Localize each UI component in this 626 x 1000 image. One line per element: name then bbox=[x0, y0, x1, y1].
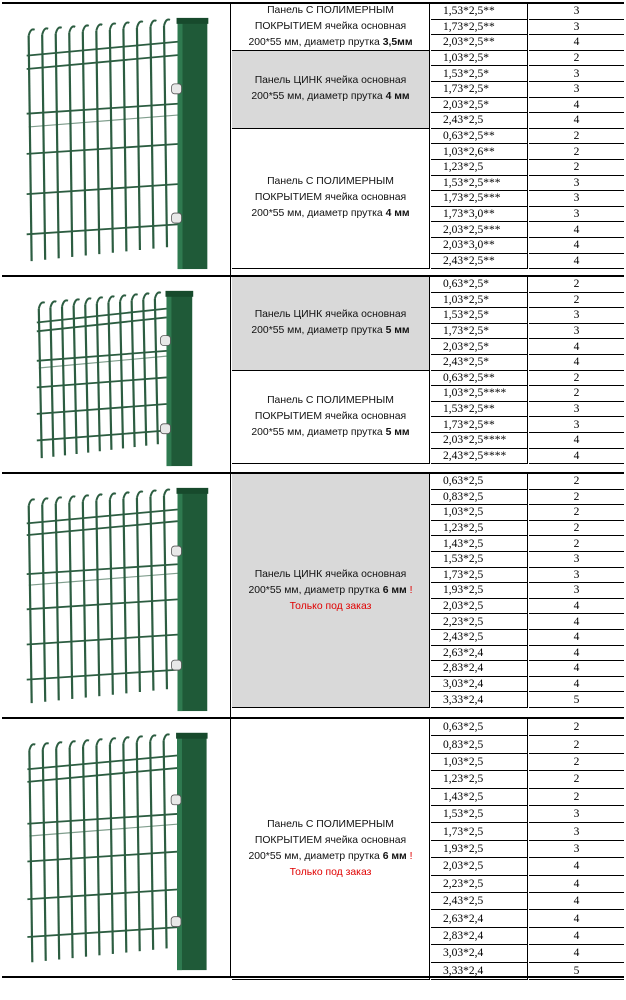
panel-size-cell: 1,53*2,5* bbox=[431, 66, 528, 82]
fence-photo bbox=[2, 474, 231, 717]
wire-diameter: 5 мм bbox=[385, 325, 410, 337]
panel-size-cell: 1,73*2,5 bbox=[431, 823, 528, 840]
panel-quantity-cell: 4 bbox=[529, 599, 624, 615]
panel-quantity-cell: 4 bbox=[529, 945, 624, 962]
panel-description bbox=[251, 73, 409, 105]
panel-description bbox=[251, 393, 409, 441]
fence-panel-illustration-icon bbox=[2, 277, 231, 472]
panel-quantity-cell: 3 bbox=[529, 207, 624, 223]
panel-quantity-cell: 3 bbox=[529, 568, 624, 584]
panel-description-cell bbox=[232, 4, 430, 51]
panel-size-cell: 2,23*2,5 bbox=[431, 614, 528, 630]
wire-diameter: 4 мм bbox=[385, 208, 410, 220]
panel-section bbox=[2, 275, 624, 472]
panel-size-cell: 1,03*2,5**** bbox=[431, 386, 528, 402]
panel-quantity-cell: 2 bbox=[529, 277, 624, 293]
panel-quantity-cell: 3 bbox=[529, 806, 624, 823]
order-only-note: Только под заказ bbox=[289, 867, 372, 878]
panel-size-cell: 2,03*2,5** bbox=[431, 35, 528, 51]
description-line: ПОКРЫТИЕМ ячейка основная bbox=[254, 410, 407, 422]
fence-panel-illustration-icon bbox=[2, 474, 231, 717]
description-line: 200*55 мм, диаметр прутка bbox=[248, 851, 383, 862]
panel-size-cell: 0,63*2,5* bbox=[431, 277, 528, 293]
panel-size-cell: 2,43*2,5 bbox=[431, 893, 528, 910]
panel-description-cell bbox=[232, 129, 430, 269]
panel-size-cell: 1,53*2,5 bbox=[431, 806, 528, 823]
panel-quantity-cell: 2 bbox=[529, 505, 624, 521]
description-line: 200*55 мм, диаметр прутка bbox=[251, 325, 386, 337]
description-line: Панель ЦИНК ячейка основная bbox=[254, 568, 407, 580]
panel-quantity-cell: 3 bbox=[529, 4, 624, 20]
panel-size-cell: 2,03*2,5 bbox=[431, 599, 528, 615]
wire-diameter: 6 мм bbox=[382, 584, 407, 596]
description-line: 200*55 мм, диаметр прутка bbox=[251, 91, 386, 103]
panel-size-cell: 1,03*2,5 bbox=[431, 505, 528, 521]
panel-size-cell: 2,03*2,5 bbox=[431, 858, 528, 875]
panel-quantity-cell: 4 bbox=[529, 928, 624, 945]
panel-size-cell: 1,73*2,5** bbox=[431, 417, 528, 433]
description-line: Панель С ПОЛИМЕРНЫМ bbox=[267, 176, 394, 188]
panel-size-cell: 2,43*2,5** bbox=[431, 254, 528, 270]
panel-size-cell: 2,43*2,5**** bbox=[431, 449, 528, 465]
panel-size-cell: 1,03*2,6** bbox=[431, 144, 528, 160]
panel-quantity-cell: 4 bbox=[529, 238, 624, 254]
panel-quantity-cell: 3 bbox=[529, 417, 624, 433]
panel-size-cell: 1,03*2,5 bbox=[431, 754, 528, 771]
panel-size-cell: 1,23*2,5 bbox=[431, 521, 528, 537]
panel-description-cell bbox=[232, 51, 430, 129]
panel-quantity-cell: 3 bbox=[529, 20, 624, 36]
panel-quantity-cell: 4 bbox=[529, 355, 624, 371]
panel-quantity-cell: 3 bbox=[529, 191, 624, 207]
fence-panel-illustration-icon bbox=[2, 4, 231, 275]
fence-photo bbox=[2, 719, 231, 976]
wire-diameter: 4 мм bbox=[385, 91, 410, 103]
panel-quantity-cell: 2 bbox=[529, 490, 624, 506]
description-line: ПОКРЫТИЕМ ячейка основная bbox=[254, 20, 407, 32]
panel-quantity-cell: 2 bbox=[529, 386, 624, 402]
panel-section bbox=[2, 472, 624, 717]
fence-photo bbox=[2, 4, 231, 275]
panel-size-cell: 1,03*2,5* bbox=[431, 51, 528, 67]
panel-quantity-cell: 3 bbox=[529, 823, 624, 840]
panel-size-cell: 1,93*2,5 bbox=[431, 583, 528, 599]
panel-quantity-cell: 2 bbox=[529, 536, 624, 552]
panel-size-cell: 1,73*2,5* bbox=[431, 82, 528, 98]
panel-quantity-cell: 2 bbox=[529, 293, 624, 309]
description-line: Панель ЦИНК ячейка основная bbox=[254, 75, 407, 87]
panel-quantity-cell: 2 bbox=[529, 789, 624, 806]
panel-size-cell: 0,63*2,5** bbox=[431, 129, 528, 145]
panel-quantity-cell: 2 bbox=[529, 160, 624, 176]
wire-diameter: 5 мм bbox=[385, 426, 410, 438]
panel-quantity-cell: 5 bbox=[529, 963, 624, 980]
description-line: 200*55 мм, диаметр прутка bbox=[248, 36, 383, 48]
panel-size-cell: 3,33*2,4 bbox=[431, 963, 528, 980]
panel-quantity-cell: 4 bbox=[529, 254, 624, 270]
panel-size-cell: 2,03*2,5* bbox=[431, 98, 528, 114]
panel-size-cell: 0,63*2,5** bbox=[431, 371, 528, 387]
fence-photo bbox=[2, 277, 231, 472]
panel-size-cell: 2,43*2,5* bbox=[431, 355, 528, 371]
panel-size-cell: 2,83*2,4 bbox=[431, 928, 528, 945]
panel-description bbox=[248, 817, 412, 881]
panel-description-cell bbox=[232, 371, 430, 465]
panel-size-cell: 1,03*2,5* bbox=[431, 293, 528, 309]
panel-size-cell: 1,73*2,5* bbox=[431, 324, 528, 340]
fence-panel-illustration-icon bbox=[2, 719, 231, 976]
panel-description bbox=[248, 3, 412, 51]
panel-size-cell: 1,53*2,5*** bbox=[431, 176, 528, 192]
warning-mark: ! bbox=[409, 584, 413, 596]
panel-quantity-cell: 3 bbox=[529, 402, 624, 418]
panel-size-cell: 1,53*2,5* bbox=[431, 308, 528, 324]
panel-size-cell: 1,53*2,5** bbox=[431, 4, 528, 20]
panel-quantity-cell: 2 bbox=[529, 371, 624, 387]
panel-size-cell: 2,03*2,5* bbox=[431, 339, 528, 355]
panel-size-cell: 0,83*2,5 bbox=[431, 736, 528, 753]
description-line: ПОКРЫТИЕМ ячейка основная bbox=[254, 835, 407, 846]
panel-size-cell: 2,03*2,5**** bbox=[431, 433, 528, 449]
panel-size-cell: 1,73*2,5** bbox=[431, 20, 528, 36]
panel-quantity-cell: 4 bbox=[529, 677, 624, 693]
panel-size-cell: 2,83*2,4 bbox=[431, 661, 528, 677]
panel-size-cell: 1,53*2,5 bbox=[431, 552, 528, 568]
panel-quantity-cell: 3 bbox=[529, 583, 624, 599]
panel-description-cell bbox=[232, 277, 430, 371]
panel-section bbox=[2, 717, 624, 978]
panel-section bbox=[2, 2, 624, 275]
panel-description bbox=[251, 307, 409, 339]
panel-description-cell bbox=[232, 474, 430, 708]
panel-quantity-cell: 4 bbox=[529, 98, 624, 114]
panel-quantity-cell: 4 bbox=[529, 858, 624, 875]
panel-quantity-cell: 4 bbox=[529, 35, 624, 51]
panel-quantity-cell: 3 bbox=[529, 841, 624, 858]
wire-diameter: 3,5мм bbox=[382, 36, 413, 48]
panel-quantity-cell: 2 bbox=[529, 719, 624, 736]
panel-quantity-cell: 4 bbox=[529, 630, 624, 646]
description-line: 200*55 мм, диаметр прутка bbox=[251, 208, 386, 220]
panel-size-cell: 1,23*2,5 bbox=[431, 160, 528, 176]
panel-quantity-cell: 2 bbox=[529, 51, 624, 67]
panel-quantity-cell: 4 bbox=[529, 449, 624, 465]
panel-quantity-cell: 2 bbox=[529, 144, 624, 160]
panel-size-cell: 1,73*3,0** bbox=[431, 207, 528, 223]
panel-quantity-cell: 2 bbox=[529, 771, 624, 788]
panel-size-cell: 1,23*2,5 bbox=[431, 771, 528, 788]
panel-size-cell: 1,43*2,5 bbox=[431, 536, 528, 552]
panel-description bbox=[248, 567, 412, 615]
panel-quantity-cell: 4 bbox=[529, 433, 624, 449]
panel-size-cell: 1,73*2,5*** bbox=[431, 191, 528, 207]
description-line: ПОКРЫТИЕМ ячейка основная bbox=[254, 192, 407, 204]
description-line: 200*55 мм, диаметр прутка bbox=[248, 584, 383, 596]
panel-description-cell bbox=[232, 719, 430, 980]
description-line: Панель С ПОЛИМЕРНЫМ bbox=[267, 4, 394, 16]
panel-quantity-cell: 4 bbox=[529, 614, 624, 630]
panel-quantity-cell: 4 bbox=[529, 222, 624, 238]
panel-size-cell: 3,03*2,4 bbox=[431, 945, 528, 962]
panel-quantity-cell: 3 bbox=[529, 82, 624, 98]
panel-quantity-cell: 2 bbox=[529, 754, 624, 771]
panel-quantity-cell: 4 bbox=[529, 876, 624, 893]
wire-diameter: 6 мм bbox=[382, 851, 407, 862]
description-line: Панель С ПОЛИМЕРНЫМ bbox=[267, 819, 394, 830]
panel-quantity-cell: 2 bbox=[529, 474, 624, 490]
panel-size-cell: 0,63*2,5 bbox=[431, 719, 528, 736]
panel-description bbox=[251, 174, 409, 222]
panel-quantity-cell: 2 bbox=[529, 521, 624, 537]
panel-size-cell: 2,43*2,5 bbox=[431, 113, 528, 129]
panel-size-cell: 2,03*3,0** bbox=[431, 238, 528, 254]
panel-quantity-cell: 4 bbox=[529, 646, 624, 662]
panel-size-cell: 1,53*2,5** bbox=[431, 402, 528, 418]
panel-quantity-cell: 3 bbox=[529, 552, 624, 568]
panel-quantity-cell: 4 bbox=[529, 113, 624, 129]
panel-size-cell: 1,43*2,5 bbox=[431, 789, 528, 806]
panel-quantity-cell: 4 bbox=[529, 910, 624, 927]
panel-quantity-cell: 3 bbox=[529, 176, 624, 192]
description-line: Панель С ПОЛИМЕРНЫМ bbox=[267, 394, 394, 406]
panel-size-cell: 3,03*2,4 bbox=[431, 677, 528, 693]
panel-quantity-cell: 2 bbox=[529, 129, 624, 145]
description-line: Панель ЦИНК ячейка основная bbox=[254, 309, 407, 321]
description-line: 200*55 мм, диаметр прутка bbox=[251, 426, 386, 438]
panel-size-cell: 3,33*2,4 bbox=[431, 692, 528, 708]
panel-size-cell: 2,63*2,4 bbox=[431, 646, 528, 662]
panel-quantity-cell: 3 bbox=[529, 324, 624, 340]
warning-mark: ! bbox=[409, 851, 413, 862]
panel-size-cell: 0,63*2,5 bbox=[431, 474, 528, 490]
panel-quantity-cell: 4 bbox=[529, 893, 624, 910]
panel-size-cell: 2,03*2,5*** bbox=[431, 222, 528, 238]
panel-quantity-cell: 4 bbox=[529, 661, 624, 677]
order-only-note: Только под заказ bbox=[289, 600, 372, 612]
panel-size-cell: 1,93*2,5 bbox=[431, 841, 528, 858]
panel-quantity-cell: 2 bbox=[529, 736, 624, 753]
panel-quantity-cell: 5 bbox=[529, 692, 624, 708]
panel-size-cell: 2,43*2,5 bbox=[431, 630, 528, 646]
panel-quantity-cell: 3 bbox=[529, 308, 624, 324]
panel-size-cell: 0,83*2,5 bbox=[431, 490, 528, 506]
panel-quantity-cell: 4 bbox=[529, 339, 624, 355]
panel-size-cell: 1,73*2,5 bbox=[431, 568, 528, 584]
panel-size-cell: 2,63*2,4 bbox=[431, 910, 528, 927]
panel-size-cell: 2,23*2,5 bbox=[431, 876, 528, 893]
panel-quantity-cell: 3 bbox=[529, 66, 624, 82]
